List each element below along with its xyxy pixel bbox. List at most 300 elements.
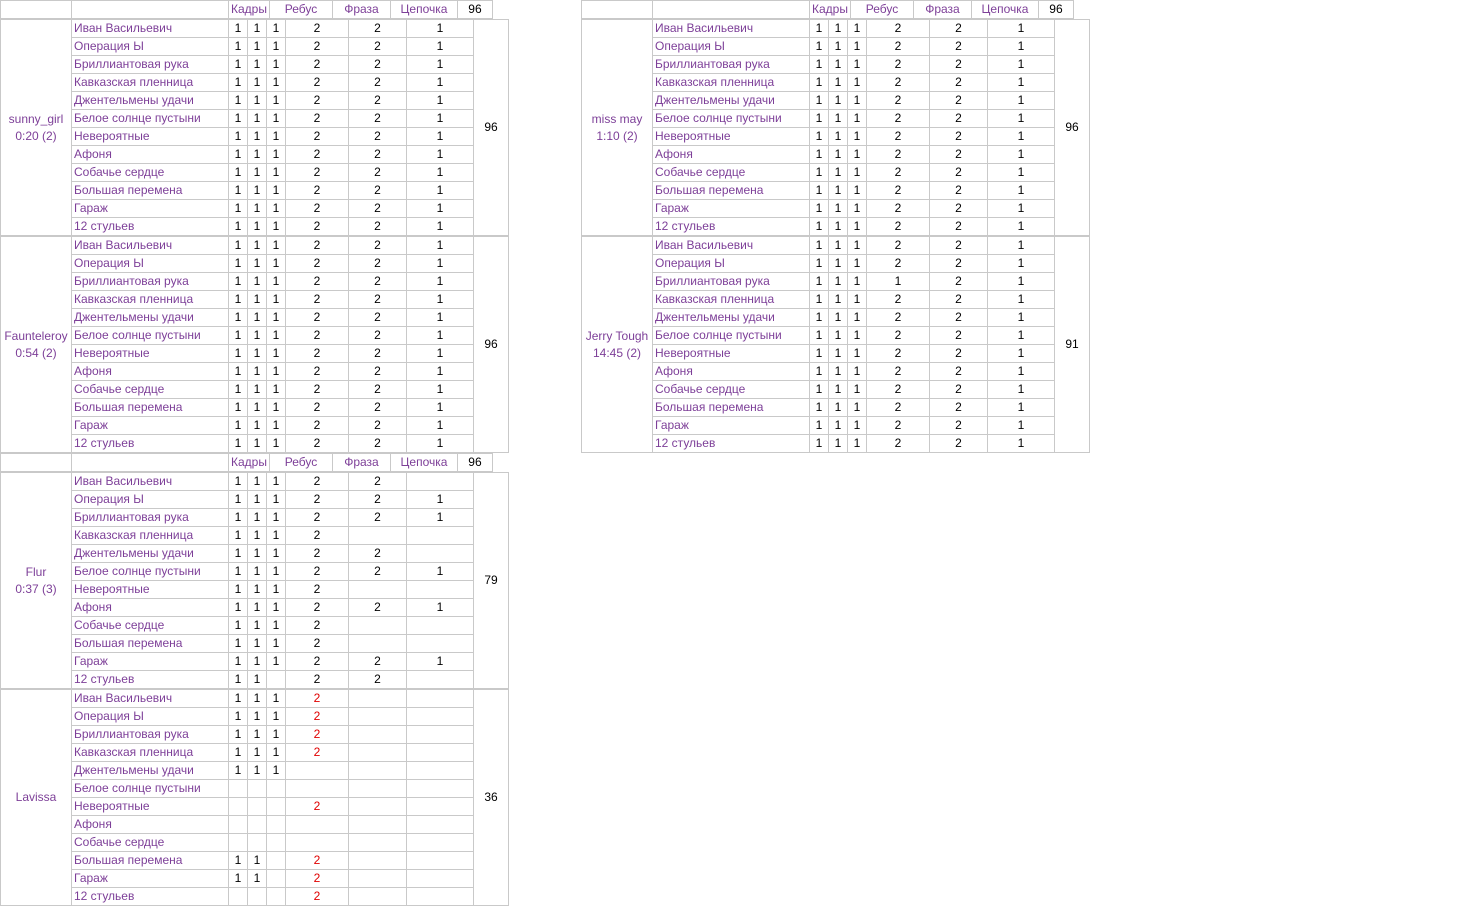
frames-cell[interactable]: 1 — [229, 164, 248, 182]
phrase-cell[interactable]: 2 — [349, 653, 407, 671]
phrase-cell[interactable]: 2 — [930, 309, 988, 327]
frames-cell[interactable]: 1 — [810, 345, 829, 363]
rebus-cell[interactable]: 2 — [286, 363, 349, 381]
frames-cell[interactable]: 1 — [848, 399, 867, 417]
phrase-cell[interactable]: 2 — [349, 671, 407, 689]
frames-cell[interactable]: 1 — [229, 363, 248, 381]
frames-cell[interactable] — [267, 852, 286, 870]
phrase-cell[interactable]: 2 — [930, 218, 988, 236]
frames-cell[interactable]: 1 — [848, 128, 867, 146]
chain-cell[interactable]: 1 — [988, 146, 1055, 164]
film-name-cell[interactable]: Операция Ы — [653, 38, 810, 56]
phrase-cell[interactable]: 2 — [349, 74, 407, 92]
phrase-cell[interactable]: 2 — [349, 56, 407, 74]
film-name-cell[interactable]: Собачье сердце — [653, 381, 810, 399]
chain-cell[interactable]: 1 — [988, 309, 1055, 327]
phrase-cell[interactable]: 2 — [930, 92, 988, 110]
film-name-cell[interactable]: Иван Васильевич — [72, 237, 229, 255]
frames-cell[interactable] — [229, 798, 248, 816]
frames-cell[interactable]: 1 — [829, 291, 848, 309]
frames-cell[interactable]: 1 — [248, 473, 267, 491]
phrase-cell[interactable]: 2 — [349, 218, 407, 236]
frames-cell[interactable]: 1 — [810, 74, 829, 92]
frames-cell[interactable]: 1 — [829, 146, 848, 164]
chain-cell[interactable]: 1 — [988, 164, 1055, 182]
chain-cell[interactable]: 1 — [407, 92, 474, 110]
frames-cell[interactable]: 1 — [810, 435, 829, 453]
rebus-cell[interactable]: 2 — [286, 671, 349, 689]
frames-cell[interactable] — [267, 816, 286, 834]
rebus-cell[interactable]: 2 — [286, 852, 349, 870]
header-frames[interactable]: Кадры — [229, 454, 270, 472]
film-name-cell[interactable]: Гараж — [72, 870, 229, 888]
frames-cell[interactable]: 1 — [229, 309, 248, 327]
phrase-cell[interactable] — [349, 527, 407, 545]
phrase-cell[interactable] — [349, 852, 407, 870]
rebus-cell[interactable]: 2 — [286, 146, 349, 164]
frames-cell[interactable]: 1 — [829, 92, 848, 110]
film-name-cell[interactable]: Кавказская пленница — [653, 74, 810, 92]
film-name-cell[interactable]: Джентельмены удачи — [653, 92, 810, 110]
chain-cell[interactable]: 1 — [988, 182, 1055, 200]
phrase-cell[interactable] — [349, 762, 407, 780]
frames-cell[interactable]: 1 — [848, 291, 867, 309]
header-rebus[interactable]: Ребус — [269, 454, 332, 472]
film-name-cell[interactable]: Джентельмены удачи — [72, 92, 229, 110]
frames-cell[interactable]: 1 — [267, 581, 286, 599]
chain-cell[interactable]: 1 — [407, 381, 474, 399]
rebus-cell[interactable] — [286, 816, 349, 834]
frames-cell[interactable]: 1 — [229, 671, 248, 689]
player-total-cell[interactable]: 96 — [474, 20, 509, 236]
frames-cell[interactable]: 1 — [248, 273, 267, 291]
frames-cell[interactable]: 1 — [229, 726, 248, 744]
film-name-cell[interactable]: Афоня — [72, 816, 229, 834]
frames-cell[interactable]: 1 — [848, 110, 867, 128]
frames-cell[interactable] — [267, 834, 286, 852]
chain-cell[interactable] — [407, 870, 474, 888]
phrase-cell[interactable]: 2 — [349, 327, 407, 345]
frames-cell[interactable]: 1 — [848, 363, 867, 381]
header-chain[interactable]: Цепочка — [971, 1, 1038, 19]
frames-cell[interactable] — [267, 870, 286, 888]
phrase-cell[interactable]: 2 — [930, 56, 988, 74]
chain-cell[interactable] — [407, 708, 474, 726]
frames-cell[interactable]: 1 — [248, 653, 267, 671]
frames-cell[interactable]: 1 — [248, 291, 267, 309]
chain-cell[interactable]: 1 — [407, 200, 474, 218]
frames-cell[interactable]: 1 — [829, 345, 848, 363]
film-name-cell[interactable]: Гараж — [72, 653, 229, 671]
frames-cell[interactable]: 1 — [248, 599, 267, 617]
phrase-cell[interactable]: 2 — [349, 473, 407, 491]
film-name-cell[interactable]: Большая перемена — [653, 399, 810, 417]
film-name-cell[interactable]: Бриллиантовая рука — [72, 726, 229, 744]
frames-cell[interactable]: 1 — [229, 581, 248, 599]
frames-cell[interactable]: 1 — [267, 563, 286, 581]
frames-cell[interactable]: 1 — [810, 92, 829, 110]
phrase-cell[interactable]: 2 — [349, 345, 407, 363]
rebus-cell[interactable]: 2 — [286, 128, 349, 146]
phrase-cell[interactable]: 2 — [349, 237, 407, 255]
frames-cell[interactable]: 1 — [848, 417, 867, 435]
chain-cell[interactable]: 1 — [988, 435, 1055, 453]
chain-cell[interactable] — [407, 726, 474, 744]
frames-cell[interactable]: 1 — [229, 435, 248, 453]
rebus-cell[interactable]: 2 — [286, 617, 349, 635]
rebus-cell[interactable]: 2 — [867, 417, 930, 435]
chain-cell[interactable]: 1 — [407, 327, 474, 345]
frames-cell[interactable]: 1 — [829, 237, 848, 255]
frames-cell[interactable]: 1 — [248, 852, 267, 870]
frames-cell[interactable]: 1 — [229, 545, 248, 563]
chain-cell[interactable]: 1 — [988, 218, 1055, 236]
frames-cell[interactable]: 1 — [248, 417, 267, 435]
frames-cell[interactable]: 1 — [229, 563, 248, 581]
film-name-cell[interactable]: Бриллиантовая рука — [653, 56, 810, 74]
frames-cell[interactable]: 1 — [248, 164, 267, 182]
frames-cell[interactable]: 1 — [229, 417, 248, 435]
chain-cell[interactable]: 1 — [407, 20, 474, 38]
frames-cell[interactable]: 1 — [829, 38, 848, 56]
frames-cell[interactable]: 1 — [248, 56, 267, 74]
frames-cell[interactable]: 1 — [848, 74, 867, 92]
film-name-cell[interactable]: Кавказская пленница — [72, 744, 229, 762]
frames-cell[interactable] — [229, 780, 248, 798]
rebus-cell[interactable]: 2 — [867, 345, 930, 363]
frames-cell[interactable]: 1 — [829, 309, 848, 327]
chain-cell[interactable] — [407, 852, 474, 870]
rebus-cell[interactable]: 2 — [867, 38, 930, 56]
phrase-cell[interactable] — [349, 617, 407, 635]
frames-cell[interactable]: 1 — [267, 110, 286, 128]
film-name-cell[interactable]: Гараж — [653, 200, 810, 218]
rebus-cell[interactable]: 2 — [286, 635, 349, 653]
chain-cell[interactable]: 1 — [407, 56, 474, 74]
frames-cell[interactable]: 1 — [829, 74, 848, 92]
frames-cell[interactable]: 1 — [848, 273, 867, 291]
chain-cell[interactable]: 1 — [407, 435, 474, 453]
phrase-cell[interactable]: 2 — [930, 435, 988, 453]
rebus-cell[interactable]: 2 — [867, 56, 930, 74]
phrase-cell[interactable] — [349, 708, 407, 726]
chain-cell[interactable]: 1 — [407, 146, 474, 164]
frames-cell[interactable]: 1 — [229, 110, 248, 128]
film-name-cell[interactable]: Джентельмены удачи — [72, 545, 229, 563]
phrase-cell[interactable]: 2 — [349, 20, 407, 38]
chain-cell[interactable]: 1 — [988, 56, 1055, 74]
frames-cell[interactable]: 1 — [229, 708, 248, 726]
frames-cell[interactable]: 1 — [810, 146, 829, 164]
phrase-cell[interactable]: 2 — [349, 164, 407, 182]
frames-cell[interactable]: 1 — [810, 291, 829, 309]
phrase-cell[interactable]: 2 — [349, 200, 407, 218]
frames-cell[interactable]: 1 — [267, 38, 286, 56]
rebus-cell[interactable]: 2 — [286, 381, 349, 399]
frames-cell[interactable]: 1 — [229, 509, 248, 527]
frames-cell[interactable]: 1 — [810, 38, 829, 56]
phrase-cell[interactable]: 2 — [349, 273, 407, 291]
chain-cell[interactable]: 1 — [407, 128, 474, 146]
frames-cell[interactable] — [267, 888, 286, 906]
frames-cell[interactable]: 1 — [829, 327, 848, 345]
frames-cell[interactable]: 1 — [229, 345, 248, 363]
chain-cell[interactable]: 1 — [407, 218, 474, 236]
phrase-cell[interactable] — [349, 726, 407, 744]
rebus-cell[interactable]: 2 — [867, 182, 930, 200]
film-name-cell[interactable]: Большая перемена — [72, 635, 229, 653]
frames-cell[interactable] — [248, 780, 267, 798]
phrase-cell[interactable]: 2 — [349, 146, 407, 164]
frames-cell[interactable]: 1 — [267, 635, 286, 653]
frames-cell[interactable]: 1 — [248, 110, 267, 128]
phrase-cell[interactable]: 2 — [349, 291, 407, 309]
chain-cell[interactable] — [407, 671, 474, 689]
frames-cell[interactable]: 1 — [229, 327, 248, 345]
film-name-cell[interactable]: Афоня — [653, 363, 810, 381]
chain-cell[interactable] — [407, 816, 474, 834]
frames-cell[interactable]: 1 — [267, 128, 286, 146]
frames-cell[interactable]: 1 — [829, 128, 848, 146]
phrase-cell[interactable]: 2 — [349, 110, 407, 128]
chain-cell[interactable]: 1 — [988, 363, 1055, 381]
rebus-cell[interactable]: 2 — [867, 218, 930, 236]
header-rebus[interactable]: Ребус — [269, 1, 332, 19]
player-total-cell[interactable]: 96 — [1055, 20, 1090, 236]
chain-cell[interactable]: 1 — [407, 164, 474, 182]
chain-cell[interactable]: 1 — [988, 200, 1055, 218]
film-name-cell[interactable]: Бриллиантовая рука — [72, 56, 229, 74]
film-name-cell[interactable]: Бриллиантовая рука — [653, 273, 810, 291]
frames-cell[interactable]: 1 — [229, 527, 248, 545]
frames-cell[interactable]: 1 — [848, 309, 867, 327]
film-name-cell[interactable]: Белое солнце пустыни — [72, 327, 229, 345]
phrase-cell[interactable]: 2 — [349, 255, 407, 273]
film-name-cell[interactable]: Невероятные — [72, 581, 229, 599]
rebus-cell[interactable]: 2 — [286, 563, 349, 581]
chain-cell[interactable] — [407, 762, 474, 780]
frames-cell[interactable]: 1 — [229, 74, 248, 92]
frames-cell[interactable]: 1 — [267, 309, 286, 327]
frames-cell[interactable]: 1 — [829, 110, 848, 128]
frames-cell[interactable]: 1 — [248, 255, 267, 273]
chain-cell[interactable]: 1 — [407, 653, 474, 671]
frames-cell[interactable]: 1 — [829, 200, 848, 218]
player-name-cell[interactable] — [1, 20, 72, 236]
chain-cell[interactable] — [407, 780, 474, 798]
frames-cell[interactable] — [229, 834, 248, 852]
chain-cell[interactable] — [407, 545, 474, 563]
frames-cell[interactable]: 1 — [810, 20, 829, 38]
chain-cell[interactable]: 1 — [407, 399, 474, 417]
frames-cell[interactable]: 1 — [267, 146, 286, 164]
rebus-cell[interactable]: 2 — [286, 491, 349, 509]
frames-cell[interactable]: 1 — [829, 417, 848, 435]
chain-cell[interactable]: 1 — [407, 74, 474, 92]
frames-cell[interactable]: 1 — [829, 381, 848, 399]
film-name-cell[interactable]: Собачье сердце — [72, 617, 229, 635]
phrase-cell[interactable]: 2 — [930, 417, 988, 435]
frames-cell[interactable]: 1 — [267, 381, 286, 399]
chain-cell[interactable]: 1 — [407, 255, 474, 273]
film-name-cell[interactable]: Гараж — [72, 417, 229, 435]
frames-cell[interactable]: 1 — [229, 635, 248, 653]
frames-cell[interactable]: 1 — [248, 146, 267, 164]
frames-cell[interactable]: 1 — [810, 399, 829, 417]
frames-cell[interactable]: 1 — [229, 38, 248, 56]
frames-cell[interactable]: 1 — [248, 237, 267, 255]
frames-cell[interactable]: 1 — [229, 599, 248, 617]
frames-cell[interactable]: 1 — [248, 92, 267, 110]
phrase-cell[interactable]: 2 — [349, 182, 407, 200]
frames-cell[interactable]: 1 — [248, 671, 267, 689]
frames-cell[interactable]: 1 — [248, 309, 267, 327]
rebus-cell[interactable]: 2 — [286, 870, 349, 888]
frames-cell[interactable]: 1 — [267, 327, 286, 345]
rebus-cell[interactable]: 2 — [867, 255, 930, 273]
film-name-cell[interactable]: Кавказская пленница — [72, 291, 229, 309]
frames-cell[interactable]: 1 — [229, 491, 248, 509]
chain-cell[interactable] — [407, 473, 474, 491]
frames-cell[interactable]: 1 — [229, 182, 248, 200]
phrase-cell[interactable]: 2 — [930, 255, 988, 273]
chain-cell[interactable]: 1 — [988, 128, 1055, 146]
film-name-cell[interactable]: Собачье сердце — [653, 164, 810, 182]
film-name-cell[interactable]: Иван Васильевич — [72, 690, 229, 708]
frames-cell[interactable]: 1 — [810, 200, 829, 218]
chain-cell[interactable]: 1 — [407, 345, 474, 363]
rebus-cell[interactable]: 2 — [286, 888, 349, 906]
frames-cell[interactable]: 1 — [829, 182, 848, 200]
phrase-cell[interactable]: 2 — [930, 327, 988, 345]
frames-cell[interactable]: 1 — [829, 363, 848, 381]
frames-cell[interactable]: 1 — [229, 381, 248, 399]
phrase-cell[interactable]: 2 — [930, 345, 988, 363]
frames-cell[interactable]: 1 — [229, 128, 248, 146]
chain-cell[interactable]: 1 — [407, 273, 474, 291]
film-name-cell[interactable]: Иван Васильевич — [653, 237, 810, 255]
rebus-cell[interactable]: 2 — [286, 309, 349, 327]
frames-cell[interactable]: 1 — [248, 491, 267, 509]
frames-cell[interactable]: 1 — [829, 255, 848, 273]
phrase-cell[interactable]: 2 — [349, 599, 407, 617]
frames-cell[interactable]: 1 — [267, 237, 286, 255]
frames-cell[interactable] — [267, 671, 286, 689]
frames-cell[interactable]: 1 — [267, 200, 286, 218]
frames-cell[interactable]: 1 — [848, 20, 867, 38]
phrase-cell[interactable] — [349, 635, 407, 653]
rebus-cell[interactable]: 2 — [867, 74, 930, 92]
chain-cell[interactable]: 1 — [988, 20, 1055, 38]
header-rebus[interactable]: Ребус — [850, 1, 913, 19]
frames-cell[interactable]: 1 — [267, 762, 286, 780]
phrase-cell[interactable]: 2 — [930, 363, 988, 381]
frames-cell[interactable]: 1 — [848, 255, 867, 273]
rebus-cell[interactable] — [286, 762, 349, 780]
frames-cell[interactable]: 1 — [267, 690, 286, 708]
film-name-cell[interactable]: Собачье сердце — [72, 381, 229, 399]
chain-cell[interactable]: 1 — [407, 363, 474, 381]
chain-cell[interactable]: 1 — [988, 345, 1055, 363]
frames-cell[interactable]: 1 — [229, 146, 248, 164]
rebus-cell[interactable]: 2 — [286, 237, 349, 255]
film-name-cell[interactable]: Белое солнце пустыни — [653, 110, 810, 128]
film-name-cell[interactable]: Невероятные — [72, 345, 229, 363]
frames-cell[interactable]: 1 — [267, 363, 286, 381]
frames-cell[interactable]: 1 — [248, 690, 267, 708]
film-name-cell[interactable]: 12 стульев — [72, 435, 229, 453]
film-name-cell[interactable]: Афоня — [72, 599, 229, 617]
film-name-cell[interactable]: Операция Ы — [653, 255, 810, 273]
chain-cell[interactable]: 1 — [988, 237, 1055, 255]
chain-cell[interactable] — [407, 690, 474, 708]
phrase-cell[interactable]: 2 — [930, 164, 988, 182]
rebus-cell[interactable]: 2 — [286, 653, 349, 671]
chain-cell[interactable]: 1 — [988, 92, 1055, 110]
phrase-cell[interactable]: 2 — [930, 110, 988, 128]
frames-cell[interactable]: 1 — [229, 852, 248, 870]
frames-cell[interactable]: 1 — [229, 762, 248, 780]
frames-cell[interactable]: 1 — [848, 435, 867, 453]
rebus-cell[interactable]: 2 — [286, 218, 349, 236]
rebus-cell[interactable]: 2 — [286, 509, 349, 527]
film-name-cell[interactable]: 12 стульев — [653, 218, 810, 236]
frames-cell[interactable]: 1 — [248, 509, 267, 527]
phrase-cell[interactable]: 2 — [349, 128, 407, 146]
frames-cell[interactable]: 1 — [267, 20, 286, 38]
frames-cell[interactable]: 1 — [229, 653, 248, 671]
rebus-cell[interactable]: 2 — [867, 435, 930, 453]
phrase-cell[interactable]: 2 — [930, 146, 988, 164]
phrase-cell[interactable]: 2 — [930, 200, 988, 218]
frames-cell[interactable]: 1 — [267, 708, 286, 726]
frames-cell[interactable] — [229, 888, 248, 906]
rebus-cell[interactable]: 2 — [867, 92, 930, 110]
rebus-cell[interactable]: 1 — [867, 273, 930, 291]
player-total-cell[interactable]: 79 — [474, 473, 509, 689]
frames-cell[interactable]: 1 — [267, 491, 286, 509]
frames-cell[interactable]: 1 — [248, 726, 267, 744]
rebus-cell[interactable]: 2 — [286, 38, 349, 56]
rebus-cell[interactable]: 2 — [867, 309, 930, 327]
frames-cell[interactable]: 1 — [229, 690, 248, 708]
phrase-cell[interactable] — [349, 581, 407, 599]
rebus-cell[interactable]: 2 — [286, 20, 349, 38]
chain-cell[interactable] — [407, 744, 474, 762]
chain-cell[interactable]: 1 — [407, 599, 474, 617]
chain-cell[interactable] — [407, 617, 474, 635]
chain-cell[interactable]: 1 — [407, 563, 474, 581]
rebus-cell[interactable]: 2 — [286, 417, 349, 435]
frames-cell[interactable]: 1 — [848, 345, 867, 363]
film-name-cell[interactable]: Бриллиантовая рука — [72, 273, 229, 291]
frames-cell[interactable]: 1 — [848, 237, 867, 255]
frames-cell[interactable]: 1 — [267, 273, 286, 291]
frames-cell[interactable]: 1 — [848, 381, 867, 399]
chain-cell[interactable] — [407, 581, 474, 599]
frames-cell[interactable]: 1 — [229, 255, 248, 273]
phrase-cell[interactable]: 2 — [930, 399, 988, 417]
film-name-cell[interactable]: Кавказская пленница — [653, 291, 810, 309]
player-name-cell[interactable] — [1, 237, 72, 453]
frames-cell[interactable]: 1 — [810, 417, 829, 435]
film-name-cell[interactable]: Кавказская пленница — [72, 527, 229, 545]
rebus-cell[interactable]: 2 — [867, 237, 930, 255]
rebus-cell[interactable]: 2 — [286, 473, 349, 491]
film-name-cell[interactable]: Джентельмены удачи — [72, 309, 229, 327]
film-name-cell[interactable]: Иван Васильевич — [653, 20, 810, 38]
frames-cell[interactable]: 1 — [848, 200, 867, 218]
